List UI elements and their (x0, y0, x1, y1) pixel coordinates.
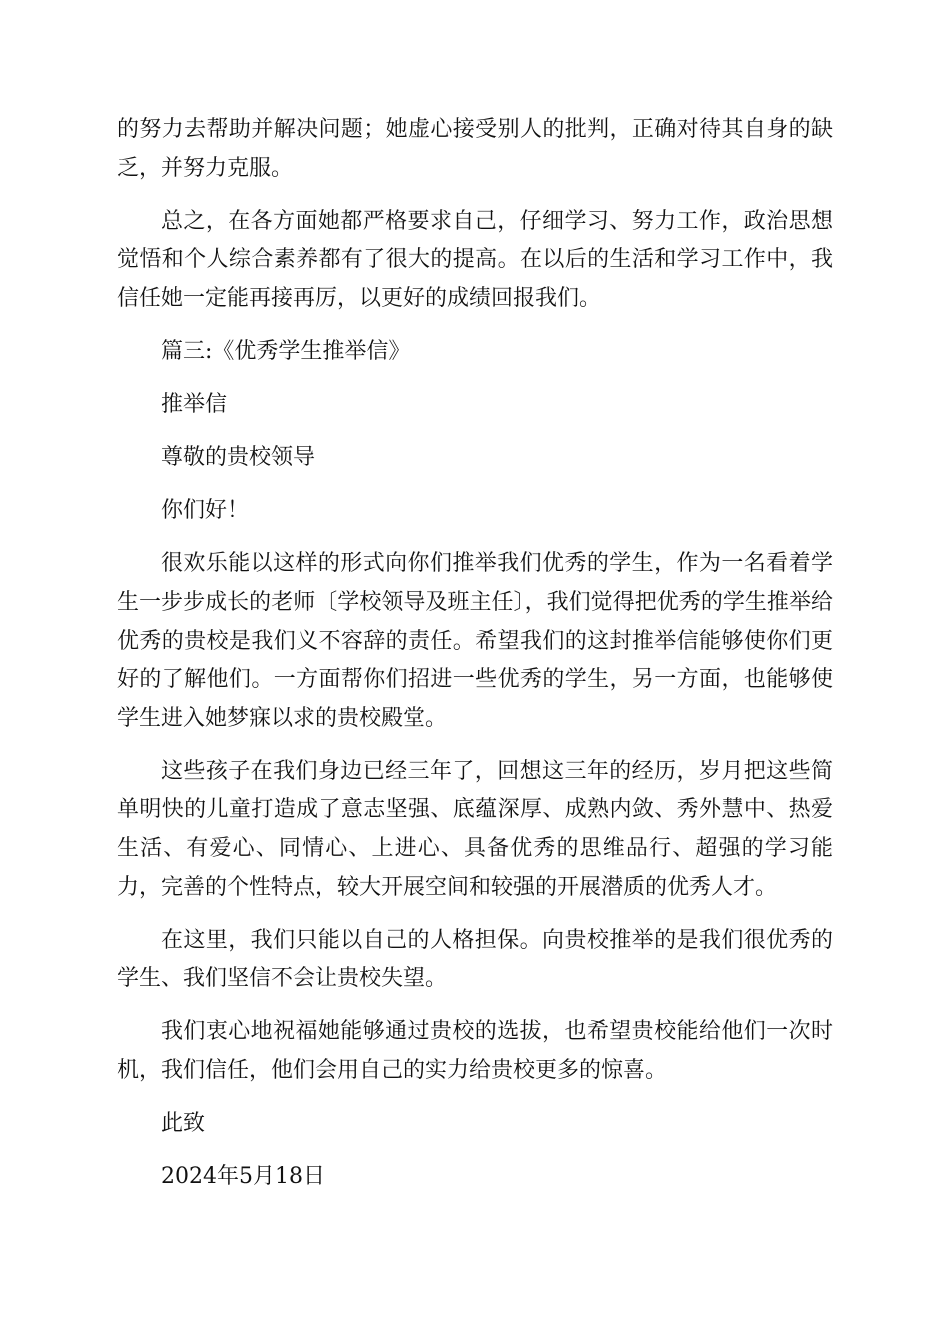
paragraph-continuation: 的努力去帮助并解决问题；她虚心接受别人的批判，正确对待其自身的缺乏，并努力克服。 (117, 117, 833, 181)
letter-paragraph-guarantee: 在这里，我们只能以自己的人格担保。向贵校推举的是我们很优秀的学生、我们坚信不会让贵校失望。 (117, 927, 833, 992)
letter-salutation: 尊敬的贵校领导 (161, 445, 316, 471)
letter-date: 2024年5月18日 (161, 1164, 325, 1190)
letter-title: 推举信 (161, 392, 228, 418)
letter-closing: 此致 (161, 1111, 206, 1137)
letter-paragraph-intro: 很欢乐能以这样的形式向你们推举我们优秀的学生，作为一名看着学生一步步成长的老师〔学校领导及班主任〕，我们觉得把优秀的学生推举给优秀的贵校是我们义不容辞的责任。希望我们的这封推举信能够使你们更好的了解他们。一方面帮你们招进一些优秀的学生，另一方面，也能够使学生进入她梦寐以求的贵校殿堂。 (117, 551, 833, 731)
letter-greeting: 你们好！ (161, 498, 250, 524)
paragraph-summary: 总之，在各方面她都严格要求自己，仔细学习、努力工作，政治思想觉悟和个人综合素养都有了很大的提高。在以后的生活和学习工作中，我信任她一定能再接再厉，以更好的成绩回报我们。 (117, 208, 833, 311)
section-heading: 篇三:《优秀学生推举信》 (161, 338, 411, 364)
letter-paragraph-wishes: 我们衷心地祝福她能够通过贵校的选拔，也希望贵校能给他们一次时机，我们信任，他们会用自己的实力给贵校更多的惊喜。 (117, 1019, 833, 1083)
document-body (117, 111, 833, 1211)
letter-paragraph-students: 这些孩子在我们身边已经三年了，回想这三年的经历，岁月把这些简单明快的儿童打造成了意志坚强、底蕴深厚、成熟内敛、秀外慧中、热爱生活、有爱心、同情心、上进心、具备优秀的思维品行、超强的学习能力，完善的个性特点，较大开展空间和较强的开展潜质的优秀人才。 (117, 758, 833, 900)
